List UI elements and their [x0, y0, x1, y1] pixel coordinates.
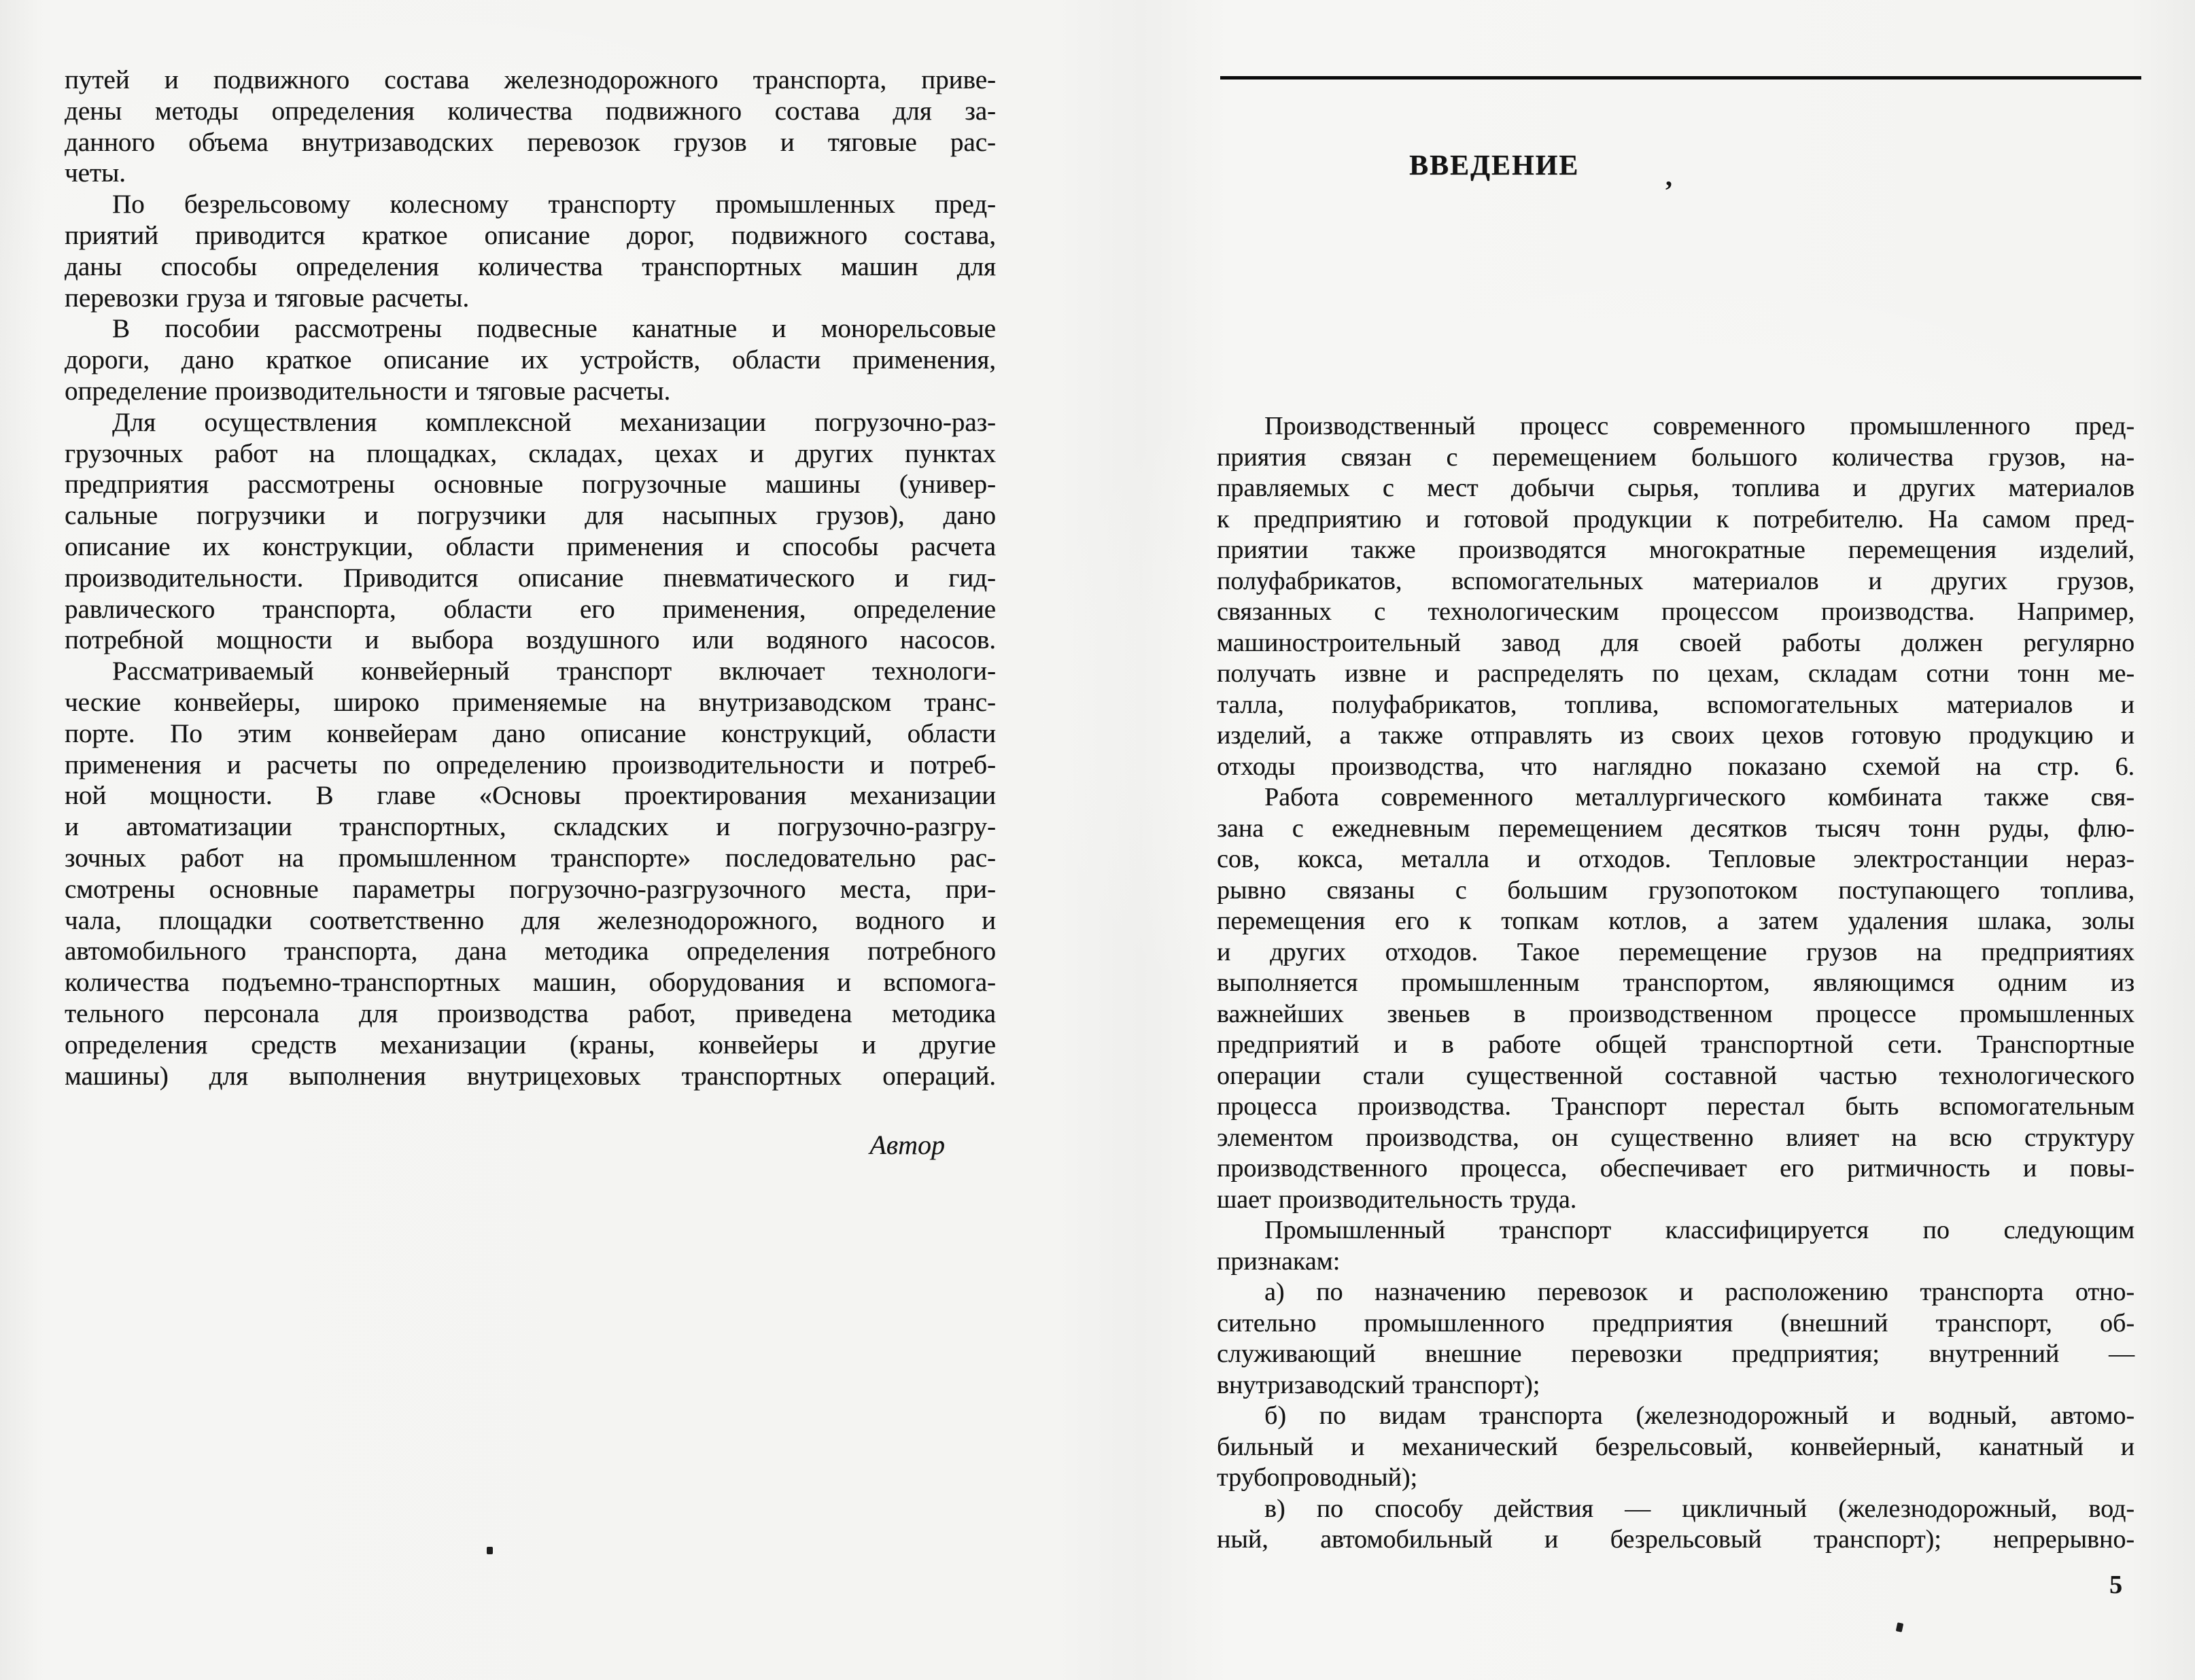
- author-signature: Автор: [869, 1130, 945, 1161]
- text-line: а) по назначению перевозок и расположению транспорта отно-: [1264, 1278, 2134, 1306]
- text-line: элементом производства, он существенно влияет на всю структуру: [1217, 1123, 2134, 1152]
- text-line: равлического транспорта, области его применения, определение: [65, 594, 996, 624]
- text-line: сов, кокса, металла и отходов. Тепловые электростанции нераз-: [1217, 845, 2134, 873]
- text-line: служивающий внешние перевозки предприятия; внутренний —: [1217, 1340, 2134, 1368]
- text-line: Для осуществления комплексной механизации погрузочно-раз-: [112, 407, 996, 437]
- stray-mark: ,: [1665, 161, 1672, 192]
- text-line: чала, площадки соответственно для железнодорожного, водного и: [65, 905, 996, 935]
- text-line: предприятия рассмотрены основные погрузочные машины (универ-: [65, 470, 996, 500]
- text-line: Производственный процесс современного промышленного пред-: [1264, 412, 2134, 440]
- text-line: По безрельсовому колесному транспорту промышленных пред-: [112, 190, 996, 220]
- text-line: зана с ежедневным перемещением десятков тысяч тонн руды, флю-: [1217, 813, 2134, 843]
- text-line: производственного процесса, обеспечивает его ритмичность и повы-: [1217, 1154, 2134, 1183]
- text-line: грузочных работ на площадках, складах, цехах и других пунктах: [65, 438, 996, 468]
- text-line: предприятий и в работе общей транспортной сети. Транспортные: [1217, 1030, 2134, 1059]
- text-line: операции стали существенной составной частью технологического: [1217, 1061, 2134, 1090]
- text-line: путей и подвижного состава железнодорожного транспорта, приве-: [65, 65, 996, 94]
- text-line: выполняется промышленным транспортом, являющимся одним из: [1217, 968, 2134, 997]
- text-line: автомобильного транспорта, дана методика определения потребного: [65, 937, 996, 966]
- text-line: В пособии рассмотрены подвесные канатные и монорельсовые: [112, 314, 996, 344]
- text-line: Рассматриваемый конвейерный транспорт включает технологи-: [112, 657, 996, 686]
- page-title: ВВЕДЕНИЕ: [1409, 150, 1580, 181]
- text-line: описание их конструкции, области применения и способы расчета: [65, 531, 996, 561]
- text-line: машиностроительный завод для своей работы должен регулярно: [1217, 628, 2134, 657]
- text-line: приятий приводится краткое описание дорог, подвижного состава,: [65, 220, 996, 250]
- text-line: б) по видам транспорта (железнодорожный и водный, автомо-: [1264, 1401, 2134, 1430]
- text-line: трубопроводный);: [1217, 1463, 1418, 1492]
- right-page-text: [1217, 411, 2134, 1556]
- header-rule: [1220, 76, 2141, 80]
- text-line: признакам:: [1217, 1246, 1341, 1276]
- text-line: потребной мощности и выбора воздушного или водяного насосов.: [65, 625, 996, 655]
- text-line: бильный и механический безрельсовый, конвейерный, канатный и: [1217, 1432, 2134, 1461]
- left-page-text: [65, 65, 996, 1091]
- text-line: машины) для выполнения внутрицеховых транспортных операций.: [65, 1061, 996, 1091]
- text-line: связанных с технологическим процессом производства. Например,: [1217, 597, 2134, 626]
- text-line: в) по способу действия — цикличный (железнодорожный, вод-: [1264, 1494, 2134, 1523]
- text-line: получать извне и распределять по цехам, складам сотни тонн ме-: [1217, 659, 2134, 688]
- text-line: порте. По этим конвейерам дано описание конструкций, области: [65, 718, 996, 748]
- left-page: [65, 65, 996, 1161]
- text-line: производительности. Приводится описание пневматического и гид-: [65, 563, 996, 593]
- text-line: смотрены основные параметры погрузочно-разгрузочного места, при-: [65, 874, 996, 904]
- text-line: определения средств механизации (краны, конвейеры и другие: [65, 1030, 996, 1060]
- text-line: шает производительность труда.: [1217, 1185, 1577, 1214]
- text-line: приятии также производятся многократные перемещения изделий,: [1217, 536, 2134, 564]
- text-line: ной мощности. В главе «Основы проектирования механизации: [65, 781, 996, 811]
- text-line: важнейших звеньев в производственном процессе промышленных: [1217, 999, 2134, 1028]
- text-line: приятия связан с перемещением большого количества грузов, на-: [1217, 442, 2134, 472]
- text-line: полуфабрикатов, вспомогательных материалов и других грузов,: [1217, 566, 2134, 595]
- text-line: Промышленный транспорт классифицируется по следующим: [1264, 1216, 2134, 1244]
- text-line: определение производительности и тяговые расчеты.: [65, 376, 671, 406]
- text-line: отходы производства, что наглядно показано схемой на стр. 6.: [1217, 752, 2134, 781]
- text-line: ческие конвейеры, широко применяемые на внутризаводском транс-: [65, 687, 996, 717]
- text-line: и других отходов. Такое перемещение грузов на предприятиях: [1217, 937, 2134, 966]
- ink-speck: [487, 1547, 493, 1554]
- text-line: даны способы определения количества транспортных машин для: [65, 251, 996, 281]
- text-line: рывно связаны с большим грузопотоком поступающего топлива,: [1217, 875, 2134, 905]
- text-line: перевозки груза и тяговые расчеты.: [65, 283, 470, 313]
- page-number: 5: [2109, 1571, 2122, 1599]
- text-line: тельного персонала для производства работ, приведена методика: [65, 998, 996, 1028]
- text-line: талла, полуфабрикатов, топлива, вспомогательных материалов и: [1217, 690, 2134, 719]
- text-line: перемещения его к топкам котлов, а затем удаления шлака, золы: [1217, 907, 2134, 935]
- text-line: количества подъемно-транспортных машин, оборудования и вспомога-: [65, 968, 996, 998]
- text-line: к предприятию и готовой продукции к потребителю. На самом пред-: [1217, 504, 2134, 533]
- text-line: зочных работ на промышленном транспорте» последовательно рас-: [65, 843, 996, 873]
- text-line: применения и расчеты по определению производительности и потреб-: [65, 750, 996, 780]
- text-line: правляемых с мест добычи сырья, топлива и других материалов: [1217, 474, 2134, 502]
- text-line: дороги, дано краткое описание их устройств, области применения,: [65, 345, 996, 375]
- text-line: сительно промышленного предприятия (внешний транспорт, об-: [1217, 1308, 2134, 1337]
- text-line: изделий, а также отправлять из своих цехов готовую продукцию и: [1217, 721, 2134, 750]
- text-line: четы.: [65, 158, 126, 188]
- text-line: процесса производства. Транспорт перестал быть вспомогательным: [1217, 1092, 2134, 1121]
- ink-speck: [1896, 1622, 1904, 1632]
- text-line: сальные погрузчики и погрузчики для насыпных грузов), дано: [65, 501, 996, 531]
- text-line: внутризаводский транспорт);: [1217, 1370, 1540, 1399]
- text-line: ный, автомобильный и безрельсовый транспорт); непрерывно-: [1217, 1525, 2134, 1554]
- right-page: [1217, 411, 2134, 1556]
- text-line: данного объема внутризаводских перевозок грузов и тяговые рас-: [65, 127, 996, 157]
- text-line: и автоматизации транспортных, складских и погрузочно-разгру-: [65, 812, 996, 842]
- text-line: Работа современного металлургического комбината также свя-: [1264, 783, 2134, 811]
- text-line: дены методы определения количества подвижного состава для за-: [65, 96, 996, 126]
